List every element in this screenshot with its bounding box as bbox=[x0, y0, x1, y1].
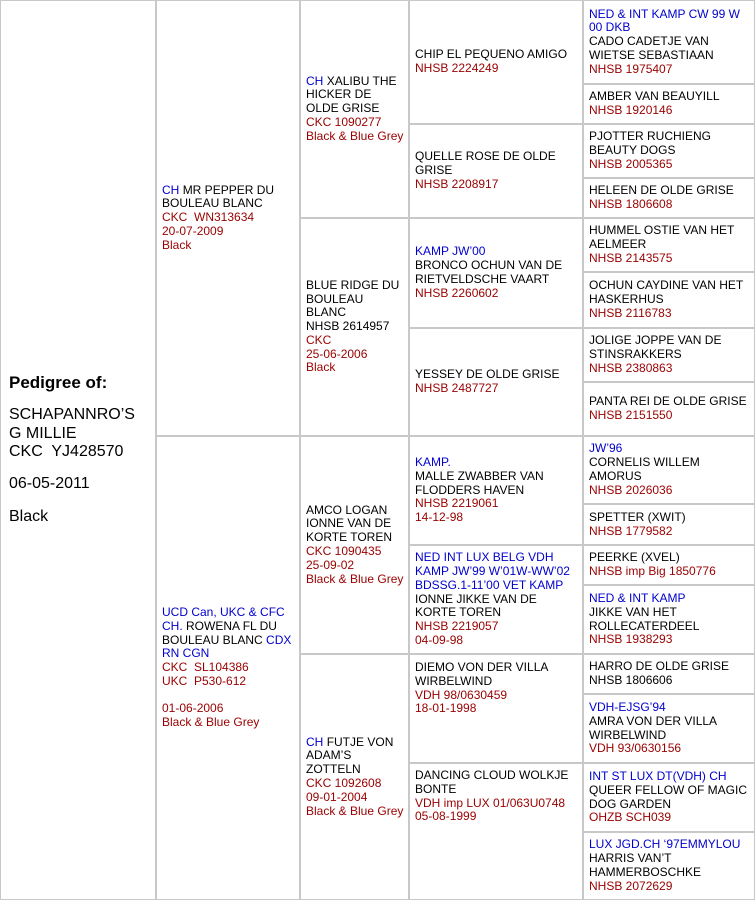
g5-4-reg: NHSB 2143575 bbox=[589, 250, 673, 265]
subject-color: Black bbox=[9, 507, 49, 525]
grandsire-2-cell bbox=[300, 436, 409, 654]
g5-2-cell bbox=[583, 124, 755, 178]
g4-1-cell bbox=[409, 124, 583, 218]
g3-1-reg-black: NHSB 2614957 bbox=[306, 319, 390, 334]
g3-0-reg: CKC 1090277 bbox=[306, 114, 382, 129]
g5-4-cell bbox=[583, 218, 755, 272]
g4-4-title: KAMP. bbox=[415, 455, 451, 469]
g5-9-cell bbox=[583, 504, 755, 545]
g5-7-reg: NHSB 2151550 bbox=[589, 408, 673, 422]
pedigree-heading: Pedigree of: bbox=[9, 373, 108, 393]
g4-7-name: DANCING CLOUD WOLKJE BONTE bbox=[415, 768, 572, 796]
g3-0-name: XALIBU THE HICKER DE OLDE GRISE bbox=[306, 73, 400, 116]
g4-1-reg: NHSB 2208917 bbox=[415, 176, 499, 191]
g4-5-title: NED INT LUX BELG VDH KAMP JW’99 W’01W-WW’02 BDSSG.1-11’00 VET KAMP bbox=[415, 550, 574, 592]
g4-7-cell bbox=[409, 763, 583, 900]
g5-7-name: PANTA REI DE OLDE GRISE bbox=[589, 394, 747, 409]
g4-3-cell bbox=[409, 328, 583, 436]
g4-4-name: MALLE ZWABBER VAN FLODDERS HAVEN bbox=[415, 468, 548, 497]
g5-11-cell bbox=[583, 585, 755, 654]
dam-reg-2: UKC P530-612 bbox=[162, 673, 247, 688]
subject-dob: 06-05-2011 bbox=[9, 475, 90, 493]
dam-color: Black & Blue Grey bbox=[162, 715, 260, 730]
g5-10-name: PEERKE (XVEL) bbox=[589, 550, 680, 565]
subject-reg: CKC YJ428570 bbox=[9, 443, 124, 461]
granddam-1-cell bbox=[300, 218, 409, 436]
g4-1-name: QUELLE ROSE DE OLDE GRISE bbox=[415, 149, 560, 178]
grandsire-1-cell bbox=[300, 0, 409, 218]
g3-2-reg: CKC 1090435 bbox=[306, 544, 382, 558]
subject-cell bbox=[0, 0, 156, 900]
g3-3-title: CH bbox=[306, 734, 324, 749]
g3-1-reg: CKC bbox=[306, 332, 332, 347]
g5-1-reg: NHSB 1920146 bbox=[589, 103, 673, 117]
g5-7-cell bbox=[583, 382, 755, 436]
g5-0-reg: NHSB 1975407 bbox=[589, 61, 673, 76]
g5-14-name: QUEER FELLOW OF MAGIC DOG GARDEN bbox=[589, 782, 751, 811]
sire-color: Black bbox=[162, 237, 192, 252]
g5-5-reg: NHSB 2116783 bbox=[589, 305, 672, 320]
g5-15-name: HARRIS VAN’T HAMMERBOSCHKE bbox=[589, 851, 702, 879]
g5-4-name: HUMMEL OSTIE VAN HET AELMEER bbox=[589, 223, 737, 252]
g4-3-reg: NHSB 2487727 bbox=[415, 381, 499, 395]
dam-name: ROWENA FL DU BOULEAU BLANC bbox=[162, 618, 281, 647]
g4-5-cell bbox=[409, 545, 583, 654]
g3-0-color: Black & Blue Grey bbox=[306, 128, 404, 143]
g3-1-dob: 25-06-2006 bbox=[306, 346, 368, 361]
g5-15-cell bbox=[583, 832, 755, 900]
g5-12-cell bbox=[583, 654, 755, 694]
subject-name-2: G MILLIE bbox=[9, 424, 77, 442]
g5-11-name: JIKKE VAN HET ROLLECATERDEEL bbox=[589, 604, 700, 633]
g5-9-name: SPETTER (XWIT) bbox=[589, 509, 686, 524]
dam-title-2: CDX RN CGN bbox=[162, 632, 295, 661]
dam-cell bbox=[156, 436, 300, 900]
sire-cell bbox=[156, 0, 300, 436]
g5-8-reg: NHSB 2026036 bbox=[589, 482, 673, 497]
g5-0-name: CADO CADETJE VAN WIETSE SEBASTIAAN bbox=[589, 34, 714, 62]
g3-3-name: FUTJE VON ADAM’S ZOTTELN bbox=[306, 734, 397, 777]
g5-12-reg: NHSB 1806606 bbox=[589, 673, 673, 687]
granddam-2-cell bbox=[300, 654, 409, 900]
g4-5-dob: 04-09-98 bbox=[415, 632, 464, 647]
g5-10-cell bbox=[583, 545, 755, 585]
g4-5-name: IONNE JIKKE VAN DE KORTE TOREN bbox=[415, 591, 541, 620]
g5-9-reg: NHSB 1779582 bbox=[589, 523, 673, 538]
g5-15-reg: NHSB 2072629 bbox=[589, 878, 673, 893]
g4-4-dob: 14-12-98 bbox=[415, 510, 464, 525]
g5-11-title: NED & INT KAMP bbox=[589, 590, 686, 605]
g4-7-reg: VDH imp LUX 01/063U0748 bbox=[415, 795, 566, 810]
g3-2-color: Black & Blue Grey bbox=[306, 571, 404, 586]
g4-4-cell bbox=[409, 436, 583, 545]
g5-2-reg: NHSB 2005365 bbox=[589, 156, 673, 171]
g5-13-name: AMRA VON DER VILLA WIRBELWIND bbox=[589, 713, 720, 742]
g5-14-title: INT ST LUX DT(VDH) CH bbox=[589, 768, 727, 783]
g4-0-cell bbox=[409, 0, 583, 124]
g4-2-name: BRONCO OCHUN VAN DE RIETVELDSCHE VAART bbox=[415, 258, 566, 286]
g5-6-reg: NHSB 2380863 bbox=[589, 360, 673, 375]
g4-2-title: KAMP JW’00 bbox=[415, 244, 486, 259]
g5-14-reg: OHZB SCH039 bbox=[589, 810, 672, 825]
g4-2-cell bbox=[409, 218, 583, 328]
g5-13-title: VDH-EJSG’94 bbox=[589, 699, 666, 714]
g5-8-cell bbox=[583, 436, 755, 504]
g3-2-dob: 25-09-02 bbox=[306, 557, 355, 572]
g4-6-name: DIEMO VON DER VILLA WIRBELWIND bbox=[415, 660, 552, 688]
g3-3-dob: 09-01-2004 bbox=[306, 789, 368, 804]
g3-2-name: AMCO LOGAN IONNE VAN DE KORTE TOREN bbox=[306, 502, 395, 545]
g5-0-cell bbox=[583, 0, 755, 84]
g5-2-name: PJOTTER RUCHIENG BEAUTY DOGS bbox=[589, 129, 715, 158]
g5-12-name: HARRO DE OLDE GRISE bbox=[589, 659, 730, 674]
g5-0-title: NED & INT KAMP CW 99 W 00 DKB bbox=[589, 6, 744, 35]
g3-0-title: CH bbox=[306, 73, 324, 88]
sire-dob: 20-07-2009 bbox=[162, 223, 224, 238]
g4-6-cell bbox=[409, 654, 583, 763]
dam-dob: 01-06-2006 bbox=[162, 701, 224, 716]
subject-name-1: SCHAPANNRO’S bbox=[9, 406, 135, 424]
g5-15-title: LUX JGD.CH ‘97EMMYLOU bbox=[589, 837, 741, 852]
g5-3-cell bbox=[583, 178, 755, 218]
g5-6-cell bbox=[583, 328, 755, 382]
g5-3-name: HELEEN DE OLDE GRISE bbox=[589, 183, 734, 198]
g5-14-cell bbox=[583, 763, 755, 832]
g3-3-color: Black & Blue Grey bbox=[306, 803, 404, 818]
g5-1-cell bbox=[583, 84, 755, 124]
g4-6-dob: 18-01-1998 bbox=[415, 701, 477, 716]
g5-8-title: JW’96 bbox=[589, 441, 623, 456]
g5-8-name: CORNELIS WILLEM AMORUS bbox=[589, 455, 703, 483]
g5-5-name: OCHUN CAYDINE VAN HET HASKERHUS bbox=[589, 278, 747, 307]
g3-1-color: Black bbox=[306, 360, 336, 375]
sire-title: CH bbox=[162, 182, 180, 197]
g4-0-name: CHIP EL PEQUENO AMIGO bbox=[415, 47, 568, 62]
dam-reg-1: CKC SL104386 bbox=[162, 660, 249, 675]
g4-7-dob: 05-08-1999 bbox=[415, 809, 477, 824]
g4-4-reg: NHSB 2219061 bbox=[415, 496, 499, 511]
g5-3-reg: NHSB 1806608 bbox=[589, 197, 673, 211]
g4-6-reg: VDH 98/0630459 bbox=[415, 687, 508, 702]
g5-13-cell bbox=[583, 694, 755, 763]
g4-3-name: YESSEY DE OLDE GRISE bbox=[415, 367, 560, 382]
g4-2-reg: NHSB 2260602 bbox=[415, 285, 499, 300]
g5-10-reg: NHSB imp Big 1850776 bbox=[589, 564, 716, 578]
g5-13-reg: VDH 93/0630156 bbox=[589, 741, 682, 756]
g3-1-name: BLUE RIDGE DU BOULEAU BLANC bbox=[306, 277, 403, 320]
sire-name: MR PEPPER DU BOULEAU BLANC bbox=[162, 182, 278, 211]
sire-reg: CKC WN313634 bbox=[162, 210, 255, 225]
g5-11-reg: NHSB 1938293 bbox=[589, 632, 673, 647]
g5-1-name: AMBER VAN BEAUYILL bbox=[589, 89, 720, 104]
g4-0-reg: NHSB 2224249 bbox=[415, 61, 499, 75]
g4-5-reg: NHSB 2219057 bbox=[415, 619, 499, 634]
dam-title-1: UCD Can, UKC & CFC CH. bbox=[162, 604, 289, 633]
g5-5-cell bbox=[583, 272, 755, 328]
g5-6-name: JOLIGE JOPPE VAN DE STINSRAKKERS bbox=[589, 333, 725, 362]
g3-3-reg: CKC 1092608 bbox=[306, 776, 382, 790]
